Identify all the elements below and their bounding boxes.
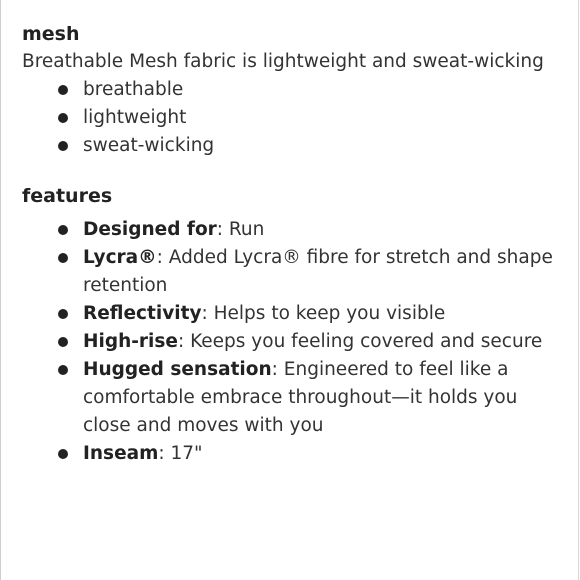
feature-text: : Helps to keep you visible bbox=[201, 303, 446, 324]
feature-term: Reflectivity bbox=[83, 303, 202, 324]
features-section bbox=[22, 182, 567, 468]
list-item-text: sweat-wicking bbox=[83, 135, 215, 156]
feature-term: Designed for bbox=[83, 219, 217, 240]
bullet-icon bbox=[58, 337, 68, 347]
feature-item bbox=[22, 244, 567, 300]
bullet-icon bbox=[58, 141, 68, 151]
feature-text: : Added Lycra® fibre for stretch and shape retention bbox=[83, 247, 553, 296]
feature-item bbox=[22, 440, 567, 468]
feature-text: : Engineered to feel like a comfortable embrace throughout—it holds you close and moves with you bbox=[83, 359, 518, 436]
bullet-icon bbox=[58, 449, 68, 459]
feature-item bbox=[22, 216, 567, 244]
features-heading: features bbox=[22, 185, 113, 207]
list-item-text: breathable bbox=[83, 79, 184, 100]
feature-item bbox=[22, 300, 567, 328]
feature-item bbox=[22, 328, 567, 356]
mesh-description: Breathable Mesh fabric is lightweight and sweat-wicking bbox=[22, 51, 544, 72]
mesh-heading: mesh bbox=[22, 23, 80, 45]
features-list bbox=[22, 216, 567, 468]
bullet-icon bbox=[58, 365, 68, 375]
feature-term: Hugged sensation bbox=[83, 359, 272, 380]
list-item bbox=[22, 76, 567, 104]
feature-term: High-rise bbox=[83, 331, 178, 352]
bullet-icon bbox=[58, 85, 68, 95]
bullet-icon bbox=[58, 309, 68, 319]
mesh-section bbox=[22, 20, 567, 160]
product-details bbox=[22, 20, 567, 468]
feature-item bbox=[22, 356, 567, 440]
bullet-icon bbox=[58, 113, 68, 123]
section-spacer bbox=[22, 160, 567, 182]
list-item bbox=[22, 132, 567, 160]
feature-text: : Keeps you feeling covered and secure bbox=[177, 331, 543, 352]
feature-text: : Run bbox=[216, 219, 265, 240]
feature-term: Lycra® bbox=[83, 247, 157, 268]
feature-text: : 17" bbox=[158, 443, 203, 464]
bullet-icon bbox=[58, 225, 68, 235]
list-item-text: lightweight bbox=[83, 107, 187, 128]
feature-term: Inseam bbox=[83, 443, 159, 464]
list-item bbox=[22, 104, 567, 132]
bullet-icon bbox=[58, 253, 68, 263]
mesh-list bbox=[22, 76, 567, 160]
